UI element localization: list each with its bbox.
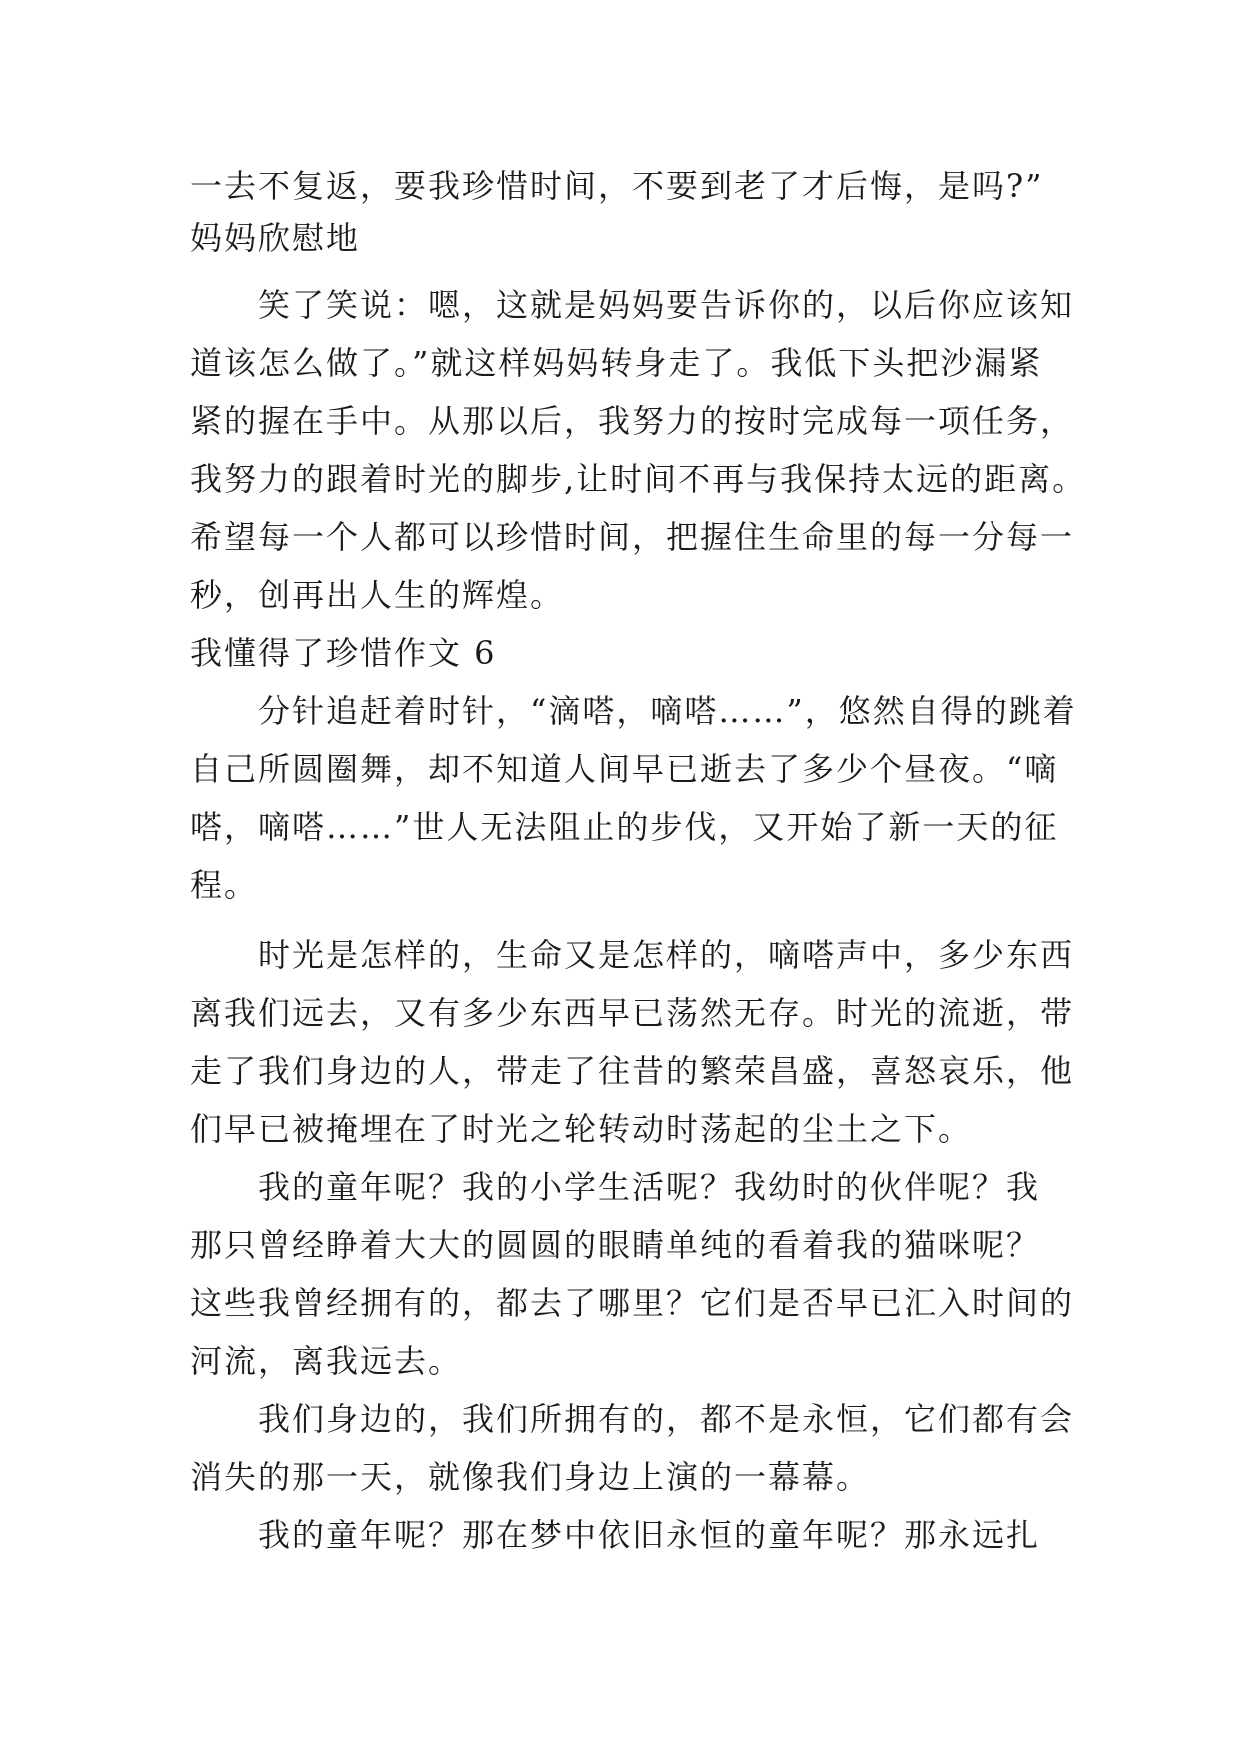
text-line: 紧的握在手中。从那以后，我努力的按时完成每一项任务， (190, 402, 1075, 440)
paragraph-first-line: 时光是怎样的，生命又是怎样的，嘀嗒声中，多少东西 (258, 936, 1075, 974)
paragraph-first-line: 分针追赶着时针，“滴嗒，嘀嗒……”，悠然自得的跳着 (258, 692, 1077, 730)
text-line: 那只曾经睁着大大的圆圆的眼睛单纯的看着我的猫咪呢？ (190, 1226, 1041, 1264)
text-line: 河流，离我远去。 (190, 1342, 463, 1380)
text-line: 程。 (190, 866, 259, 904)
text-line: 这些我曾经拥有的，都去了哪里？它们是否早已汇入时间的 (190, 1284, 1075, 1322)
text-line: 们早已被掩埋在了时光之轮转动时荡起的尘土之下。 (190, 1110, 973, 1148)
text-line: 妈妈欣慰地 (190, 219, 361, 257)
section-heading: 我懂得了珍惜作文 6 (190, 634, 497, 672)
text-line: 嗒，嘀嗒……”世人无法阻止的步伐，又开始了新一天的征 (190, 808, 1059, 846)
text-line: 离我们远去，又有多少东西早已荡然无存。时光的流逝，带 (190, 994, 1075, 1032)
paragraph-first-line: 我的童年呢？我的小学生活呢？我幼时的伙伴呢？我 (258, 1168, 1041, 1206)
paragraph-first-line: 笑了笑说：嗯，这就是妈妈要告诉你的，以后你应该知 (258, 286, 1075, 324)
text-line: 消失的那一天，就像我们身边上演的一幕幕。 (190, 1458, 871, 1496)
text-line: 一去不复返，要我珍惜时间，不要到老了才后悔，是吗?” (190, 167, 1044, 205)
document-page (190, 160, 1087, 1564)
text-line: 希望每一个人都可以珍惜时间，把握住生命里的每一分每一 (190, 518, 1075, 556)
text-line: 我努力的跟着时光的脚步,让时间不再与我保持太远的距离。 (190, 460, 1087, 498)
paragraph-first-line: 我们身边的，我们所拥有的，都不是永恒，它们都有会 (258, 1400, 1075, 1438)
text-line: 走了我们身边的人，带走了往昔的繁荣昌盛，喜怒哀乐，他 (190, 1052, 1075, 1090)
text-line: 自己所圆圈舞，却不知道人间早已逝去了多少个昼夜。“嘀 (190, 750, 1059, 788)
paragraph-first-line: 我的童年呢？那在梦中依旧永恒的童年呢？那永远扎 (258, 1516, 1041, 1554)
text-line: 道该怎么做了。”就这样妈妈转身走了。我低下头把沙漏紧 (190, 344, 1043, 382)
text-line: 秒，创再出人生的辉煌。 (190, 576, 565, 614)
